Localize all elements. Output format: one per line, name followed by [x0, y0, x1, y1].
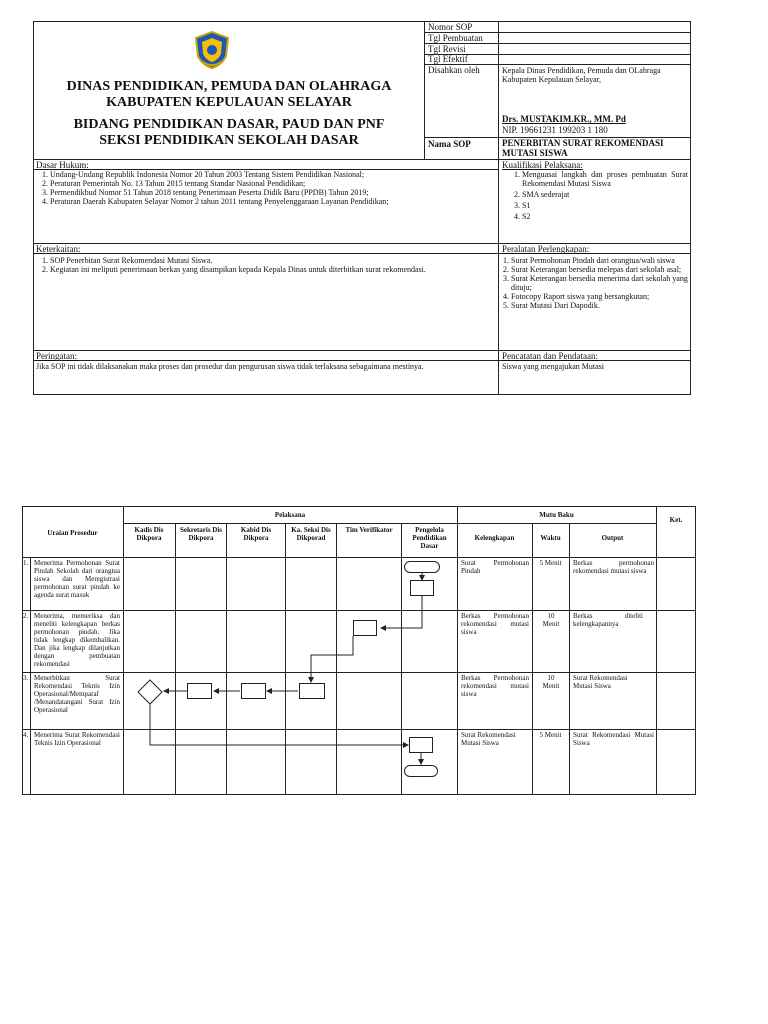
output-cell: Berkas diteliti kelengkapannya	[573, 612, 643, 628]
label-tgl-efektif: Tgl Efektif	[428, 54, 468, 64]
org-line-3: BIDANG PENDIDIKAN DASAR, PAUD DAN PNF	[73, 117, 385, 132]
row-number: 2.	[23, 612, 29, 620]
col-header-uraian: Uraian Prosedur	[47, 529, 98, 537]
org-line-1: DINAS PENDIDIKAN, PEMUDA DAN OLAHRAGA	[66, 79, 392, 94]
row-number: 3.	[23, 674, 29, 682]
label-tgl-pembuatan: Tgl Pembuatan	[428, 33, 483, 43]
kelengkapan-cell: Berkas Permohonan rekomendasi mutasi siswa	[461, 612, 529, 636]
flow-decision-diamond	[137, 679, 163, 705]
label-tgl-revisi: Tgl Revisi	[428, 44, 466, 54]
col-header-tim-verifikator: Tim Verifikator	[345, 526, 393, 534]
list-item: 3. S1	[522, 201, 688, 210]
procedure-step-text: Menerima Surat Rekomendasi Teknis Izin Operasional	[34, 731, 120, 747]
label-disahkan-oleh: Disahkan oleh	[428, 65, 480, 75]
row-number: 1.	[23, 559, 29, 567]
col-header-output: Output	[601, 534, 624, 542]
list-item: 4. Fotocopy Raport siswa yang bersangkutan;	[511, 292, 688, 301]
col-header-pelaksana: Pelaksana	[274, 511, 306, 519]
pencatatan-title: Pencatatan dan Pendataan:	[502, 351, 598, 361]
kelengkapan-cell: Surat Rekomendasi Mutasi Siswa	[461, 731, 516, 747]
col-header-kabid: Kabid Dis Dikpora	[240, 526, 272, 542]
list-item: 3. Surat Keterangan bersedia menerima dari sekolah yang dituju;	[511, 274, 688, 292]
col-header-kadis: Kadis Dis Dikpora	[134, 526, 164, 542]
org-line-2: KABUPATEN KEPULAUAN SELAYAR	[106, 95, 352, 110]
flow-process-box	[353, 620, 377, 636]
list-item: 2. Peraturan Pemerintah No. 13 Tahun 2015 tentang Standar Nasional Pendidikan;	[50, 179, 496, 188]
waktu-cell: 10 Menit	[542, 612, 560, 628]
kualifikasi-title: Kualifikasi Pelaksana:	[502, 160, 583, 170]
signer-nip: NIP. 19661231 199203 1 180	[502, 125, 608, 135]
col-header-pengelola: Pengelola Pendidikan Dasar	[412, 526, 447, 550]
procedure-step-text: Menerima, memeriksa dan meneliti kelengkapan berkas permohonan pindah. Jika tidak lengkap dikembalikan. Dan jika lengkap dilanjutkan dengan pembuatan rekomendasi	[34, 612, 120, 668]
flow-process-box	[409, 737, 433, 753]
output-cell: Surat Rekomendasi Mutasi Siswa	[573, 731, 654, 747]
peringatan-title: Peringatan:	[36, 351, 77, 361]
col-header-ket: Ket.	[669, 516, 683, 524]
disahkan-text: Kepala Dinas Pendidikan, Pemuda dan OLahraga Kabupaten Kepulauan Selayar,	[502, 66, 661, 84]
output-cell: Surat Rekomendasi Mutasi Siswa	[573, 674, 628, 690]
procedure-step-text: Menerima Permohonan Surat Pindah Sekolah dari orangtua siswa dan Meregistrasi permohonan surat pindah ke agenda surat masuk	[34, 559, 120, 599]
flow-process-box	[187, 683, 212, 699]
peringatan-text: Jika SOP ini tidak dilaksanakan maka proses dan prosedur dan pengurusan siswa tidak terlaksana sebagaimana mestinya.	[36, 362, 424, 371]
org-line-4: SEKSI PENDIDIKAN SEKOLAH DASAR	[99, 133, 359, 148]
flow-start-terminator	[404, 561, 440, 573]
list-item: 1. Menguasai langkah dan proses pembuatan Surat Rekomendasi Mutasi Siswa	[522, 170, 688, 188]
list-item: 3. Permendikbud Nomor 51 Tahun 2018 tentang Penerimaan Peserta Didik Baru (PPDB) Tahun 2019;	[50, 188, 496, 197]
kelengkapan-cell: Berkas Permohonan rekomendasi mutasi siswa	[461, 674, 529, 698]
list-item: 1. Surat Permohonan Pindah dari orangtua/wali siswa	[511, 256, 688, 265]
flow-end-terminator	[404, 765, 438, 777]
flow-process-box	[410, 580, 434, 596]
waktu-cell: 5 Menit	[539, 731, 562, 739]
nama-sop-value: PENERBITAN SURAT REKOMENDASI MUTASI SISWA	[502, 138, 664, 158]
col-header-mutu-baku: Mutu Baku	[539, 511, 574, 519]
list-item: 2. SMA sederajat	[522, 190, 688, 199]
flow-process-box	[241, 683, 266, 699]
flow-process-box	[299, 683, 325, 699]
list-item: 4. Peraturan Daerah Kabupaten Selayar Nomor 2 tahun 2011 tentang Penyelenggaraan Layanan Pendidikan;	[50, 197, 496, 206]
list-item: 2. Kegiatan ini meliputi penerimaan berkas yang disampikan kepada Kepala Dinas untuk diterbitkan surat rekomendasi.	[50, 265, 496, 274]
list-item: 1. Undang-Undang Republik Indonesia Nomor 20 Tahun 2003 Tentang Sistem Pendidikan Nasional;	[50, 170, 496, 179]
waktu-cell: 10 Menit	[542, 674, 560, 690]
list-item: 2. Surat Keterangan bersedia melepas dari sekolah asal;	[511, 265, 688, 274]
label-nomor-sop: Nomor SOP	[428, 22, 473, 32]
keterkaitan-title: Keterkaitan:	[36, 244, 81, 254]
kelengkapan-cell: Surat Permohonan Pindah	[461, 559, 529, 575]
pencatatan-text: Siswa yang mengajukan Mutasi	[502, 362, 604, 371]
procedure-step-text: Menerbitkan Surat Rekomendasi Teknis Izin Operasional/Memparaf /Menandatangani Surat Izin Operasional	[34, 674, 120, 714]
peralatan-title: Peralatan Perlengkapan:	[502, 244, 590, 254]
list-item: 5. Surat Mutasi Dari Dapodik.	[511, 301, 688, 310]
col-header-ka-seksi: Ka. Seksi Dis Dikporad	[291, 526, 331, 542]
list-item: 1. SOP Penerbitan Surat Rekomendasi Mutasi Siswa.	[50, 256, 496, 265]
col-header-waktu: Waktu	[540, 534, 561, 542]
col-header-kelengkapan: Kelengkapan	[474, 534, 515, 542]
row-number: 4.	[23, 731, 29, 739]
dasar-hukum-title: Dasar Hukum:	[36, 160, 89, 170]
signer-name: Drs. MUSTAKIM.KR., MM. Pd	[502, 114, 626, 124]
list-item: 4. S2	[522, 212, 688, 221]
waktu-cell: 5 Menit	[539, 559, 562, 567]
label-nama-sop: Nama SOP	[428, 139, 471, 149]
output-cell: Berkas permohonan rekomendasi mutasi siswa	[573, 559, 654, 575]
col-header-sekretaris: Sekretaris Dis Dikpora	[179, 526, 223, 542]
